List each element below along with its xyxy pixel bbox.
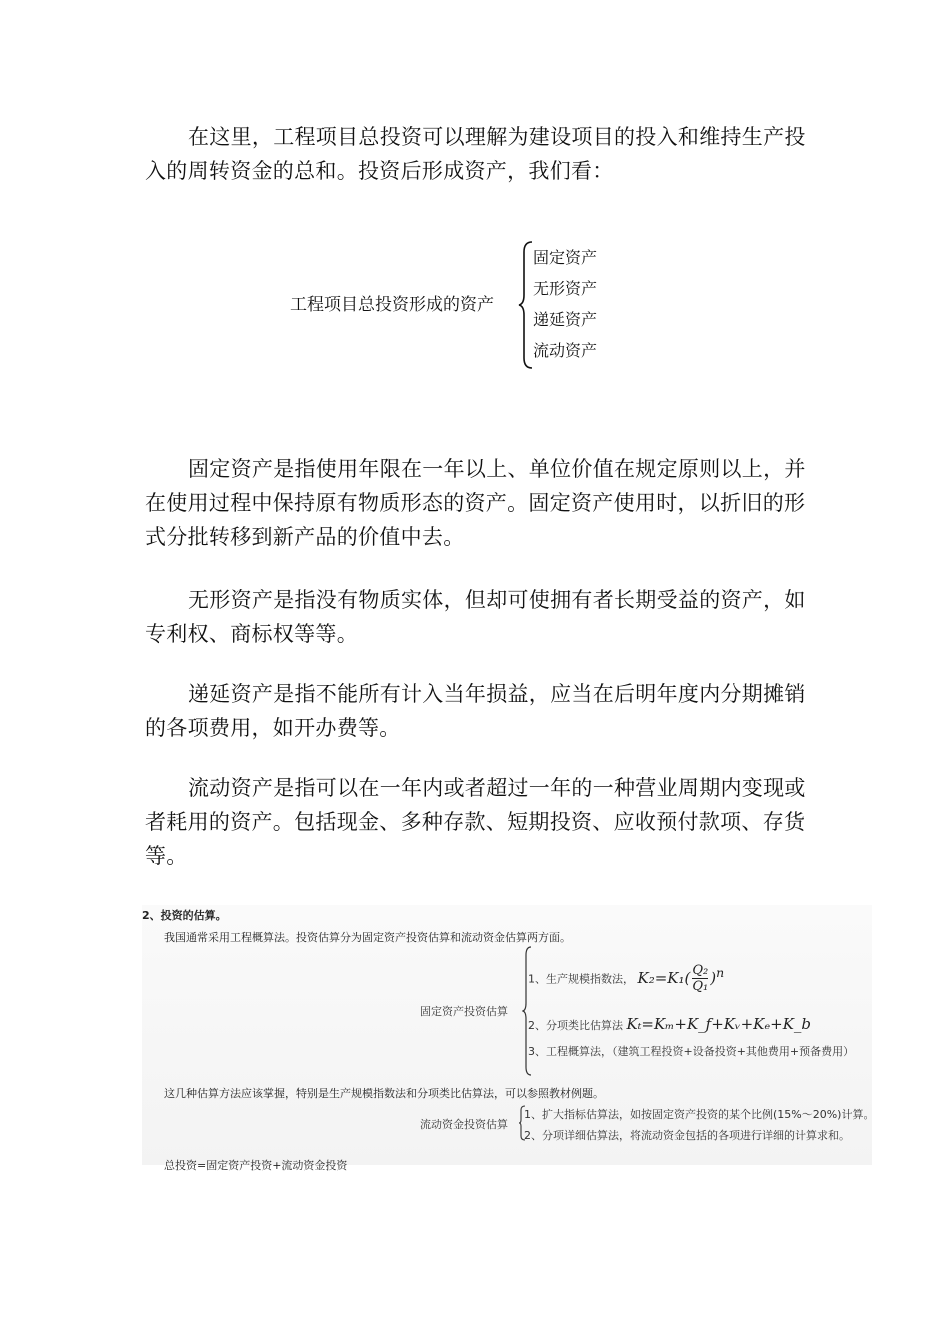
estimation-intro: 我国通常采用工程概算法。投资估算分为固定资产投资估算和流动资金估算两方面。 xyxy=(164,931,571,944)
deferred-assets-paragraph: 递延资产是指不能所有计入当年损益，应当在后明年度内分期摊销的各项费用，如开办费等。 xyxy=(145,682,806,740)
current-method-itemized: 2、分项详细估算法，将流动资金包括的各项进行详细的计算求和。 xyxy=(524,1129,850,1142)
formula-denominator: Q₁ xyxy=(692,979,709,994)
analogy-formula: Kₜ=Kₘ+K_f+Kᵥ+Kₑ+K_b xyxy=(626,1015,812,1033)
method-analogy-label: 2、分项类比估算法 xyxy=(528,1019,623,1032)
current-fund-label: 流动资金投资估算 xyxy=(420,1118,508,1131)
formula-exponent: n xyxy=(716,964,725,980)
formula-numerator: Q₂ xyxy=(692,963,709,978)
diagram-item-current: 流动资产 xyxy=(533,341,598,360)
diagram-root-label: 工程项目总投资形成的资产 xyxy=(290,295,494,315)
diagram-item-deferred: 递延资产 xyxy=(533,310,598,329)
method-scale-index xyxy=(528,963,724,994)
current-method-expanded-index: 1、扩大指标估算法，如按固定资产投资的某个比例(15%～20%)计算。 xyxy=(524,1108,875,1121)
diagram-item-intangible: 无形资产 xyxy=(533,279,598,298)
scale-index-formula: K₂=K₁( $\frac{\text{Q₂}}{\text{Q₁}}$ )$^n$ xyxy=(637,963,725,994)
total-investment-formula: 总投资=固定资产投资+流动资金投资 xyxy=(164,1159,348,1172)
intro-paragraph: 在这里，工程项目总投资可以理解为建设项目的投入和维持生产投入的周转资金的总和。投资后形成资产，我们看： xyxy=(145,125,806,183)
fixed-investment-label: 固定资产投资估算 xyxy=(420,1005,508,1018)
fixed-assets-paragraph: 固定资产是指使用年限在一年以上、单位价值在规定原则以上，并在使用过程中保持原有物质形态的资产。固定资产使用时，以折旧的形式分批转移到新产品的价值中去。 xyxy=(145,457,806,549)
current-assets-paragraph: 流动资产是指可以在一年内或者超过一年的一种营业周期内变现或者耗用的资产。包括现金、多种存款、短期投资、应收预付款项、存货等。 xyxy=(145,776,806,868)
method-analogy xyxy=(528,1015,811,1033)
method-scale-index-label: 1、生产规模指数法， xyxy=(528,972,634,986)
assets-diagram xyxy=(290,240,630,370)
curly-brace-icon xyxy=(518,240,534,370)
intangible-assets-paragraph: 无形资产是指没有物质实体，但却可使拥有者长期受益的资产，如专利权、商标权等等。 xyxy=(145,588,806,646)
formula-fraction xyxy=(692,963,708,994)
formula-lhs: K₂=K₁ xyxy=(637,968,685,987)
method-engineering-budget: 3、工程概算法，（建筑工程投资+设备投资+其他费用+预备费用） xyxy=(528,1045,855,1058)
diagram-item-fixed: 固定资产 xyxy=(533,248,598,267)
investment-estimation-figure xyxy=(142,905,875,1172)
estimation-heading: 2、投资的估算。 xyxy=(142,909,227,922)
diagram-items xyxy=(533,242,597,366)
estimation-note: 这几种估算方法应该掌握，特别是生产规模指数法和分项类比估算法，可以参照教材例题。 xyxy=(164,1087,604,1100)
